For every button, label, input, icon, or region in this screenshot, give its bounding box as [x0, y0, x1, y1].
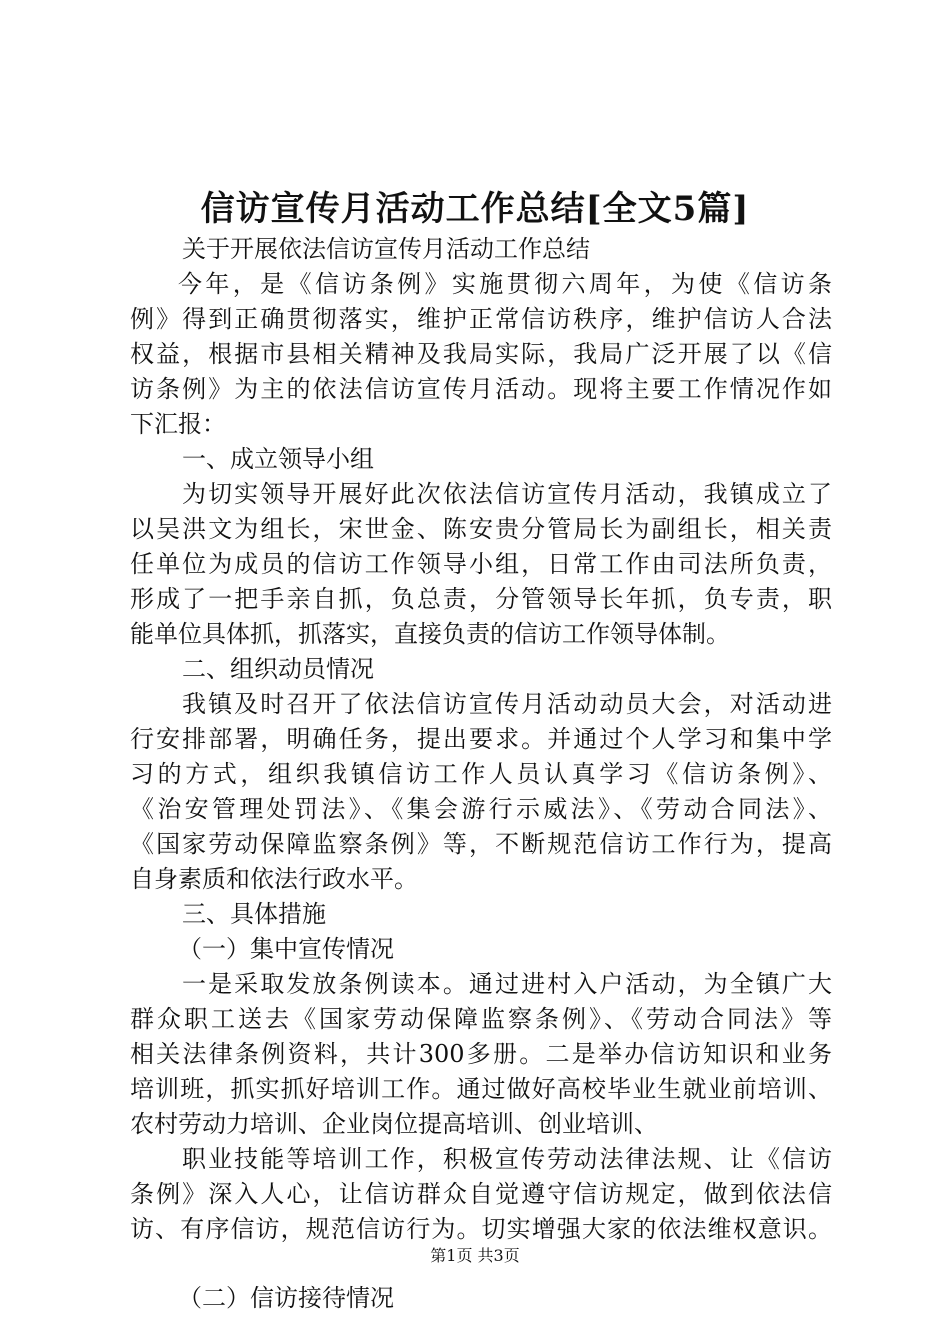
subsection-heading: （二）信访接待情况 [178, 1284, 394, 1312]
section-heading: 三、具体措施 [182, 900, 326, 928]
paragraph-line: 能单位具体抓，抓落实，直接负责的信访工作领导体制。 [130, 620, 730, 648]
paragraph-line: 权益，根据市县相关精神及我局实际，我局广泛开展了以《信 [130, 340, 832, 368]
section-heading: 一、成立领导小组 [182, 445, 374, 473]
paragraph-line: 为切实领导开展好此次依法信访宣传月活动，我镇成立了 [182, 480, 832, 508]
paragraph-line: 自身素质和依法行政水平。 [130, 865, 418, 893]
section-heading: 二、组织动员情况 [182, 655, 374, 683]
paragraph-line: 访条例》为主的依法信访宣传月活动。现将主要工作情况作如 [130, 375, 832, 403]
paragraph-line: 例》得到正确贯彻落实，维护正常信访秩序，维护信访人合法 [130, 305, 832, 333]
paragraph-line: 我镇及时召开了依法信访宣传月活动动员大会，对活动进 [182, 690, 832, 718]
document-body [130, 232, 832, 1316]
paragraph-line: 条例》深入人心，让信访群众自觉遵守信访规定，做到依法信 [130, 1180, 832, 1208]
subtitle-line: 关于开展依法信访宣传月活动工作总结 [182, 235, 590, 263]
paragraph-line: 《国家劳动保障监察条例》等，不断规范信访工作行为，提高 [130, 830, 832, 858]
paragraph-line: 《治安管理处罚法》、《集会游行示威法》、《劳动合同法》、 [130, 795, 832, 823]
paragraph-line: 培训班，抓实抓好培训工作。通过做好高校毕业生就业前培训、 [130, 1075, 832, 1103]
paragraph-line: 一是采取发放条例读本。通过进村入户活动，为全镇广大 [182, 970, 832, 998]
paragraph-line: 访、有序信访，规范信访行为。切实增强大家的依法维权意识。 [130, 1215, 832, 1243]
paragraph-line: 相关法律条例资料，共计300多册。二是举办信访知识和业务 [130, 1040, 832, 1068]
paragraph-line: 习的方式，组织我镇信访工作人员认真学习《信访条例》、 [130, 760, 832, 788]
paragraph-line: 以吴洪文为组长，宋世金、陈安贵分管局长为副组长，相关责 [130, 515, 832, 543]
paragraph-line: 职业技能等培训工作，积极宣传劳动法律法规、让《信访 [182, 1145, 832, 1173]
paragraph-line: 下汇报： [130, 410, 226, 438]
document-title: 信访宣传月活动工作总结[全文5篇] [200, 189, 750, 229]
paragraph-line: 群众职工送去《国家劳动保障监察条例》、《劳动合同法》等 [130, 1005, 832, 1033]
paragraph-line: 今年，是《信访条例》实施贯彻六周年，为使《信访条 [178, 270, 832, 298]
subsection-heading: （一）集中宣传情况 [178, 935, 394, 963]
paragraph-line: 任单位为成员的信访工作领导小组，日常工作由司法所负责， [130, 550, 832, 578]
paragraph-line: 农村劳动力培训、企业岗位提高培训、创业培训、 [130, 1110, 658, 1138]
paragraph-line: 行安排部署，明确任务，提出要求。并通过个人学习和集中学 [130, 725, 832, 753]
paragraph-line: 形成了一把手亲自抓，负总责，分管领导长年抓，负专责，职 [130, 585, 832, 613]
page-footer: 第1页 共3页 [430, 1246, 520, 1265]
